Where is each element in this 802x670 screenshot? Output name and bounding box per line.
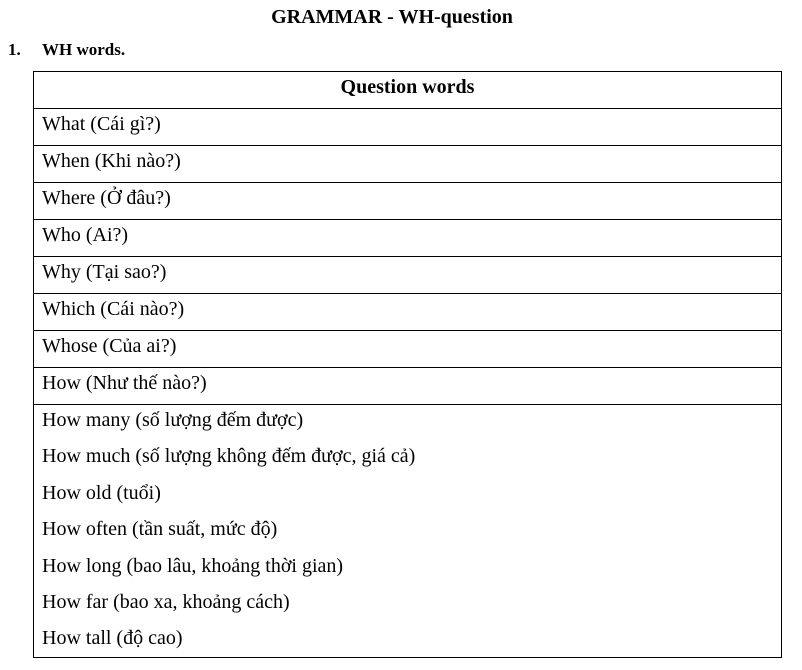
list-item: How far (bao xa, khoảng cách) [42, 590, 290, 613]
section-title: WH words. [42, 40, 126, 59]
table-header: Question words [34, 72, 781, 109]
table-row: Whose (Của ai?) [34, 331, 781, 368]
list-item: How many (số lượng đếm được) [42, 409, 304, 431]
how-group-cell [34, 405, 781, 661]
list-item: How long (bao lâu, khoảng thời gian) [42, 554, 344, 577]
table-row: Which (Cái nào?) [34, 294, 781, 331]
list-item: How tall (độ cao) [42, 627, 183, 650]
table-row: Where (Ở đâu?) [34, 183, 781, 220]
list-item: How much (số lượng không đếm được, giá cả) [42, 445, 416, 468]
list-item: How old (tuổi) [42, 481, 161, 504]
table-row: What (Cái gì?) [34, 109, 781, 146]
list-item: How often (tần suất, mức độ) [42, 518, 278, 541]
section-heading [8, 39, 125, 61]
section-number: 1. [8, 40, 21, 59]
table-row: When (Khi nào?) [34, 146, 781, 183]
question-words-table [33, 71, 782, 658]
page-title: GRAMMAR - WH-question [271, 6, 513, 28]
table-row: How (Như thế nào?) [34, 368, 781, 405]
table-row: Why (Tại sao?) [34, 257, 781, 294]
table-row: Who (Ai?) [34, 220, 781, 257]
